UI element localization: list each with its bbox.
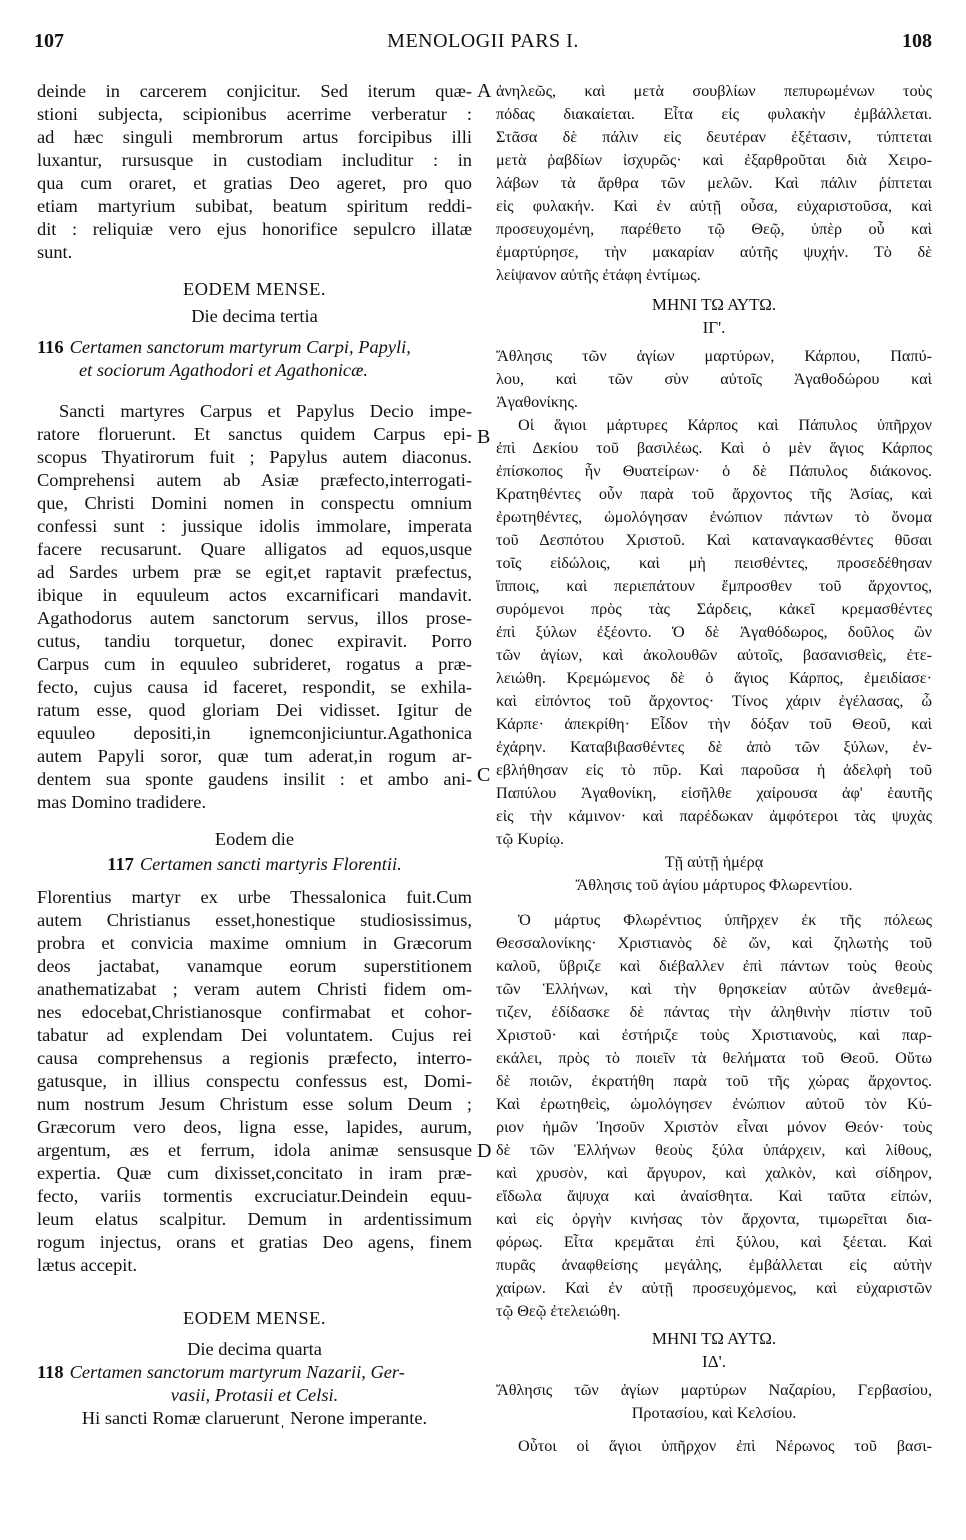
text-line: δὲ τῶν Ἑλλήνων θεοὺς ξύλα ὑπάρχειν, καὶ λίθους,	[496, 1141, 932, 1159]
text-line: λείψανον αὐτῆς ἐτάφη ἐντίμως.	[496, 266, 701, 284]
margin-letter-a: A	[477, 80, 492, 102]
text-line: χαίρων. Καὶ ἐν αὐτῇ προσευχόμενος, καὶ εὐχαριστῶν	[496, 1279, 932, 1297]
section-heading: ΜΗΝΙ ΤΩ ΑΥΤΩ.	[651, 295, 777, 314]
text-line: εἰς τὴν κάμινον· καὶ παρέδωκαν ἀμφότεροι τὰς ψυχὰς	[496, 807, 932, 825]
text-line: Παπύλου Ἀγαθονίκη, εἰσῆλθε χαίρουσα ἀφ' ἑαυτῆς	[496, 784, 932, 802]
text-line: εἴδωλα ἄψυχα καὶ ἀναίσθητα. Καὶ ταῦτα εἰπών,	[496, 1187, 932, 1205]
text-line: qua cum oraret, et gratias Deo ageret, pro quo	[37, 173, 472, 193]
entry-title-116-cont: et sociorum Agathodori et Agathonicæ.	[79, 360, 368, 380]
page-number-right: 108	[902, 30, 932, 52]
text-line: ἐμαρτύρησε, τὴν μακαρίαν αὐτῆς ψυχήν. Τὸ δὲ	[496, 243, 932, 261]
text-line: lætus accepit.	[37, 1255, 138, 1275]
text-line: εἰς φυλακήν. Καὶ ἐν αὐτῇ οὖσα, εὐχαριστοῦσα, καὶ	[496, 197, 932, 215]
latin-paragraph-4: Hi sancti Romæ clarueruntˌ Nerone imperante.	[81, 1408, 428, 1428]
greek-paragraph-3	[496, 909, 932, 1323]
text-line: ἐρωτηθέντες, ὡμολόγησαν ἐνώπιον πάντων τὸ ὄνομα	[496, 508, 932, 526]
greek-paragraph-4: Οὗτοι οἱ ἅγιοι ὑπῆρχον ἐπὶ Νέρωνος τοῦ βασι-	[518, 1437, 932, 1455]
greek-entry-title-1	[496, 345, 932, 414]
text-line: πόδας διακαίεται. Εἶτα εἰς φυλακὴν ἐμβάλλεται.	[496, 105, 932, 123]
text-line: φόρως. Εἶτα κρεμᾶται ἐπὶ ξύλου, καὶ ξέεται. Καὶ	[496, 1233, 932, 1251]
margin-letter-c: C	[477, 764, 491, 786]
text-line: facere recusarunt. Quare alligatos ad equos,usque	[37, 539, 472, 559]
text-line: συρόμενοι πρὸς τὰς Σάρδεις, κἀκεῖ κρεμασθέντες	[496, 600, 932, 618]
greek-paragraph-2	[496, 414, 932, 851]
greek-entry-title-3	[496, 1379, 932, 1425]
text-line: λειώθη. Κρεμώμενος δὲ ὁ ἅγιος Κάρπος, ἐμειδίασε·	[496, 669, 932, 687]
text-line: Στᾶσα δὲ πάλιν εἰς δευτέραν ἐξέτασιν, τύπτεται	[496, 128, 932, 146]
text-line: Ἄθλησις τῶν ἁγίων μαρτύρων, Κάρπου, Παπύ-	[496, 347, 932, 365]
text-line: καλοῦ, ὕβριζε καὶ διέβαλλεν ἐπὶ πάντων τοὺς θεοὺς	[496, 957, 932, 975]
page-header	[34, 30, 932, 64]
latin-paragraph-2	[37, 400, 472, 814]
text-line: fecto, cujus causa id faceret, respondit, se exhila-	[37, 677, 472, 697]
text-line: Græcorum vero deos, ligna esse, lapides, aurum,	[37, 1117, 472, 1137]
text-line: τῷ Κυρίῳ.	[496, 830, 565, 848]
section-heading: EODEM MENSE.	[183, 1308, 326, 1328]
text-line: Sancti martyres Carpus et Papylus Decio impe-	[59, 401, 472, 421]
text-line: deinde in carcerem conjicitur. Sed iterum quæ-	[37, 81, 472, 101]
text-line: ἐπίσκοπος ἦν Θυατείρων· ὁ δὲ Πάπυλος διάκονος.	[496, 462, 932, 480]
text-line: λου, καὶ τῶν σὺν αὐτοῖς Ἀγαθοδώρου καὶ	[496, 370, 932, 388]
text-line: equuleo depositi,in ignemconjiciuntur.Agathonica	[37, 723, 472, 743]
text-line: εκάλει, πρὸς τὸ ποιεῖν τὰ θελήματα τοῦ Θεοῦ. Οὕτω	[496, 1049, 932, 1067]
text-line: ad hæc singuli membrorum artus forcipibus illi	[37, 127, 472, 147]
text-line: Florentius martyr ex urbe Thessalonica fuit.Cum	[37, 887, 472, 907]
text-line: τῶν ἁγίων, καὶ ἀκολουθῶν αὐτοῖς, βασανισθεὶς, ἐτε-	[496, 646, 932, 664]
text-line: fecto, variis tormentis excruciatur.Deindein equu-	[37, 1186, 472, 1206]
section-heading: EODEM MENSE.	[183, 279, 326, 299]
latin-paragraph-1	[37, 80, 472, 264]
text-line: τῷ Θεῷ ἐτελειώθη.	[496, 1302, 621, 1320]
text-line: scopus Thyatirorum fuit ; Papylus autem diaconus.	[37, 447, 472, 467]
entry-title-117: 117 Certamen sancti martyris Florentii.	[107, 854, 402, 874]
margin-letter-b: B	[477, 426, 491, 448]
text-line: καὶ εἰς ὀργὴν κινήσας τὸν ἄρχοντα, τιμωρεῖται δια-	[496, 1210, 932, 1228]
text-line: ἐπὶ ξύλων ἐξέοντο. Ὁ δὲ Ἀγαθόδωρος, δοῦλος ὢν	[496, 623, 932, 641]
text-line: μετὰ ῥαβδίων ἰσχυρῶς· καὶ ἐξαρθροῦται διὰ Χειρο-	[496, 151, 932, 169]
text-line: autem Christianus esset,honestique studiosissimus,	[37, 910, 472, 930]
text-line: Ἄθλησις τῶν ἁγίων μαρτύρων Ναζαρίου, Γερβασίου,	[496, 1381, 932, 1399]
text-line: ratore floruerunt. Et sanctus quidem Carpus epi-	[37, 424, 472, 444]
entry-number: 118	[37, 1362, 64, 1382]
greek-column	[496, 80, 932, 1458]
text-line: ibique in equuleum actos excarnificari mandavit.	[37, 585, 472, 605]
text-line: autem Papyli soror, quæ tum aderat,in rogum ar-	[37, 746, 472, 766]
text-line: Κρατηθέντες οὖν παρὰ τοῦ ἄρχοντος τῆς Ἀσίας, καὶ	[496, 485, 932, 503]
text-line: Καὶ ἐρωτηθεὶς, ὡμολόγησεν ἐνώπιον αὐτοῦ τὸν Κύ-	[496, 1095, 932, 1113]
greek-paragraph-1	[496, 80, 932, 287]
text-line: leum elatus scalpitur. Demum in ardentissimum	[37, 1209, 472, 1229]
entry-title-118: 118 Certamen sanctorum martyrum Nazarii, Ger-	[37, 1362, 405, 1382]
text-line: Ὁ μάρτυς Φλωρέντιος ὑπῆρχεν ἐκ τῆς πόλεως	[518, 911, 932, 929]
text-line: Χριστοῦ· καὶ ἐστήριζε τοὺς Χριστιανοὺς, καὶ παρ-	[496, 1026, 932, 1044]
text-line: dentem sua sponte gaudens insilit : et ambo ani-	[37, 769, 472, 789]
text-line: probra et convicia maxime omnium in Græcorum	[37, 933, 472, 953]
text-line: τιζεν, ἐδίδασκε δὲ πάντας τὴν ἀληθινὴν πίστιν τοῦ	[496, 1003, 932, 1021]
text-line: causa comprehensus a regionis præfecto, interro-	[37, 1048, 472, 1068]
text-line: tabatur ad explendam Dei voluntatem. Cujus rei	[37, 1025, 472, 1045]
text-line: anathematizabat ; veram autem Christi fidem om-	[37, 979, 472, 999]
section-heading: ΜΗΝΙ ΤΩ ΑΥΤΩ.	[651, 1329, 777, 1348]
entry-title-116: 116 Certamen sanctorum martyrum Carpi, Papyli,	[37, 337, 411, 357]
text-line: Οἱ ἅγιοι μάρτυρες Κάρπος καὶ Πάπυλος ὑπῆρχον	[518, 416, 932, 434]
text-line: gatusque, in illius conspectu confessus est, Domi-	[37, 1071, 472, 1091]
text-line: λάβων τὰ ἄρθρα τῶν μελῶν. Καὶ πάλιν ῥίπτεται	[496, 174, 932, 192]
margin-letter-d: D	[477, 1140, 492, 1162]
text-line: ἐχάρην. Καταβιβασθέντες δὲ ἀπὸ τῶν ξύλων, ἐν-	[496, 738, 932, 756]
text-line: que, Christi Domini nomen in conspectu omnium	[37, 493, 472, 513]
text-line: καὶ εἰπόντος τοῦ ἄρχοντος· Τίνος χάριν ἐγέλασας, ὦ	[496, 692, 932, 710]
text-line: τῶν Ἑλλήνων, καὶ τὴν θρησκείαν αὐτῶν ἀνεθεμά-	[496, 980, 932, 998]
section-subheading: Die decima tertia	[191, 306, 318, 326]
page-number-left: 107	[34, 30, 64, 52]
text-line: ἀνηλεῶς, καὶ μετὰ σουβλίων πεπυρωμένων τοὺς	[496, 82, 932, 100]
text-line: προσευχομένη, παρέθετο τῷ Θεῷ, ὑπὲρ οὗ καὶ	[496, 220, 932, 238]
text-line: ἐπὶ Δεκίου τοῦ βασιλέως. Καὶ ὁ μὲν ἅγιος Κάρπος	[496, 439, 932, 457]
text-line: rogum injectus, orans et gratias Deo agens, finem	[37, 1232, 472, 1252]
text-line: εβλήθησαν εἰς τὸ πῦρ. Καὶ παροῦσα ἡ ἀδελφὴ τοῦ	[496, 761, 932, 779]
section-subheading: ΙΓ'.	[702, 318, 726, 337]
section-heading: Τῇ αὐτῇ ἡμέρᾳ	[664, 853, 764, 871]
running-title: MENOLOGII PARS I.	[387, 30, 579, 52]
section-subheading: Die decima quarta	[187, 1339, 322, 1359]
entry-number: 117	[107, 854, 134, 874]
text-line: luxantur, rursusque in custodiam includitur : in	[37, 150, 472, 170]
text-line: etiam martyrium subibat, beatum spiritum reddi-	[37, 196, 472, 216]
latin-column	[37, 80, 472, 1430]
text-line: Carpus cum in equuleo subrideret, rogatus a præ-	[37, 654, 472, 674]
text-line: δὲ ποιῶν, ἐκρατήθη παρὰ τοῦ τῆς χώρας ἄρχοντος.	[496, 1072, 932, 1090]
text-line: Θεσσαλονίκης· Χριστιανὸς δὲ ὤν, καὶ ζηλωτὴς τοῦ	[496, 934, 932, 952]
text-line: num nostrum Jesum Christum esse solum Deum ;	[37, 1094, 472, 1114]
entry-title-118-cont: vasii, Protasii et Celsi.	[170, 1385, 339, 1405]
text-line: πυρᾶς ἀναφθείσης μεγάλης, ἐμβάλλεται εἰς αὐτὴν	[496, 1256, 932, 1274]
text-line: expertia. Quæ cum dixisset,concitato in iram præ-	[37, 1163, 472, 1183]
text-line: nes edocebat,Christianosque confirmabat et cohor-	[37, 1002, 472, 1022]
text-line: sunt.	[37, 242, 73, 262]
text-line: stioni subjecta, scipionibus acerrime verberatur :	[37, 104, 472, 124]
text-line: Agathodorus autem sanctorum servus, illos prose-	[37, 608, 472, 628]
text-line: Προτασίου, καὶ Κελσίου.	[631, 1404, 797, 1422]
section-heading: Eodem die	[214, 829, 295, 849]
text-line: dit : reliquiæ vero ejus honorifice sepulcro illatæ	[37, 219, 472, 239]
text-line: cutus, tandiu torquetur, donec expiravit. Porro	[37, 631, 472, 651]
text-line: Ἀγαθονίκης.	[496, 393, 578, 411]
entry-number: 116	[37, 337, 64, 357]
text-line: Κάρπε· ἀπεκρίθη· Εἶδον τὴν δόξαν τοῦ Θεοῦ, καὶ	[496, 715, 932, 733]
text-line: τοῖς εἰδώλοις, καὶ μὴ πεισθέντες, προσεδέθησαν	[496, 554, 932, 572]
text-line: ριον ἡμῶν Ἰησοῦν Χριστὸν εἶναι μόνον Θεόν· τοὺς	[496, 1118, 932, 1136]
text-line: confessi sunt : jussique idolis immolare, imperata	[37, 516, 472, 536]
section-subheading: ΙΔ'.	[702, 1352, 726, 1371]
text-line: τοῦ Δεσπότου Χριστοῦ. Καὶ καταναγκασθέντες θῦσαι	[496, 531, 932, 549]
text-line: deos jactabat, vanamque eorum superstitionem	[37, 956, 472, 976]
text-line: argentum, æs et ferrum, idola animæ sensusque	[37, 1140, 472, 1160]
text-line: ad Sardes urbem præ se egit,et raptavit præfectus,	[37, 562, 472, 582]
text-line: mas Domino tradidere.	[37, 792, 207, 812]
text-line: καὶ χρυσὸν, καὶ ἄργυρον, καὶ χαλκὸν, καὶ σίδηρον,	[496, 1164, 932, 1182]
text-line: ratum esse, quod gloriam Dei vidisset. Igitur de	[37, 700, 472, 720]
text-line: ἵπποις, καὶ περιεπάτουν ἔμπροσθεν τοῦ ἄρχοντος,	[496, 577, 932, 595]
greek-entry-title-2: Ἄθλησις τοῦ ἁγίου μάρτυρος Φλωρεντίου.	[575, 876, 853, 894]
latin-paragraph-3	[37, 886, 472, 1277]
text-line: Comprehensi autem ab Asiæ præfecto,interrogati-	[37, 470, 472, 490]
